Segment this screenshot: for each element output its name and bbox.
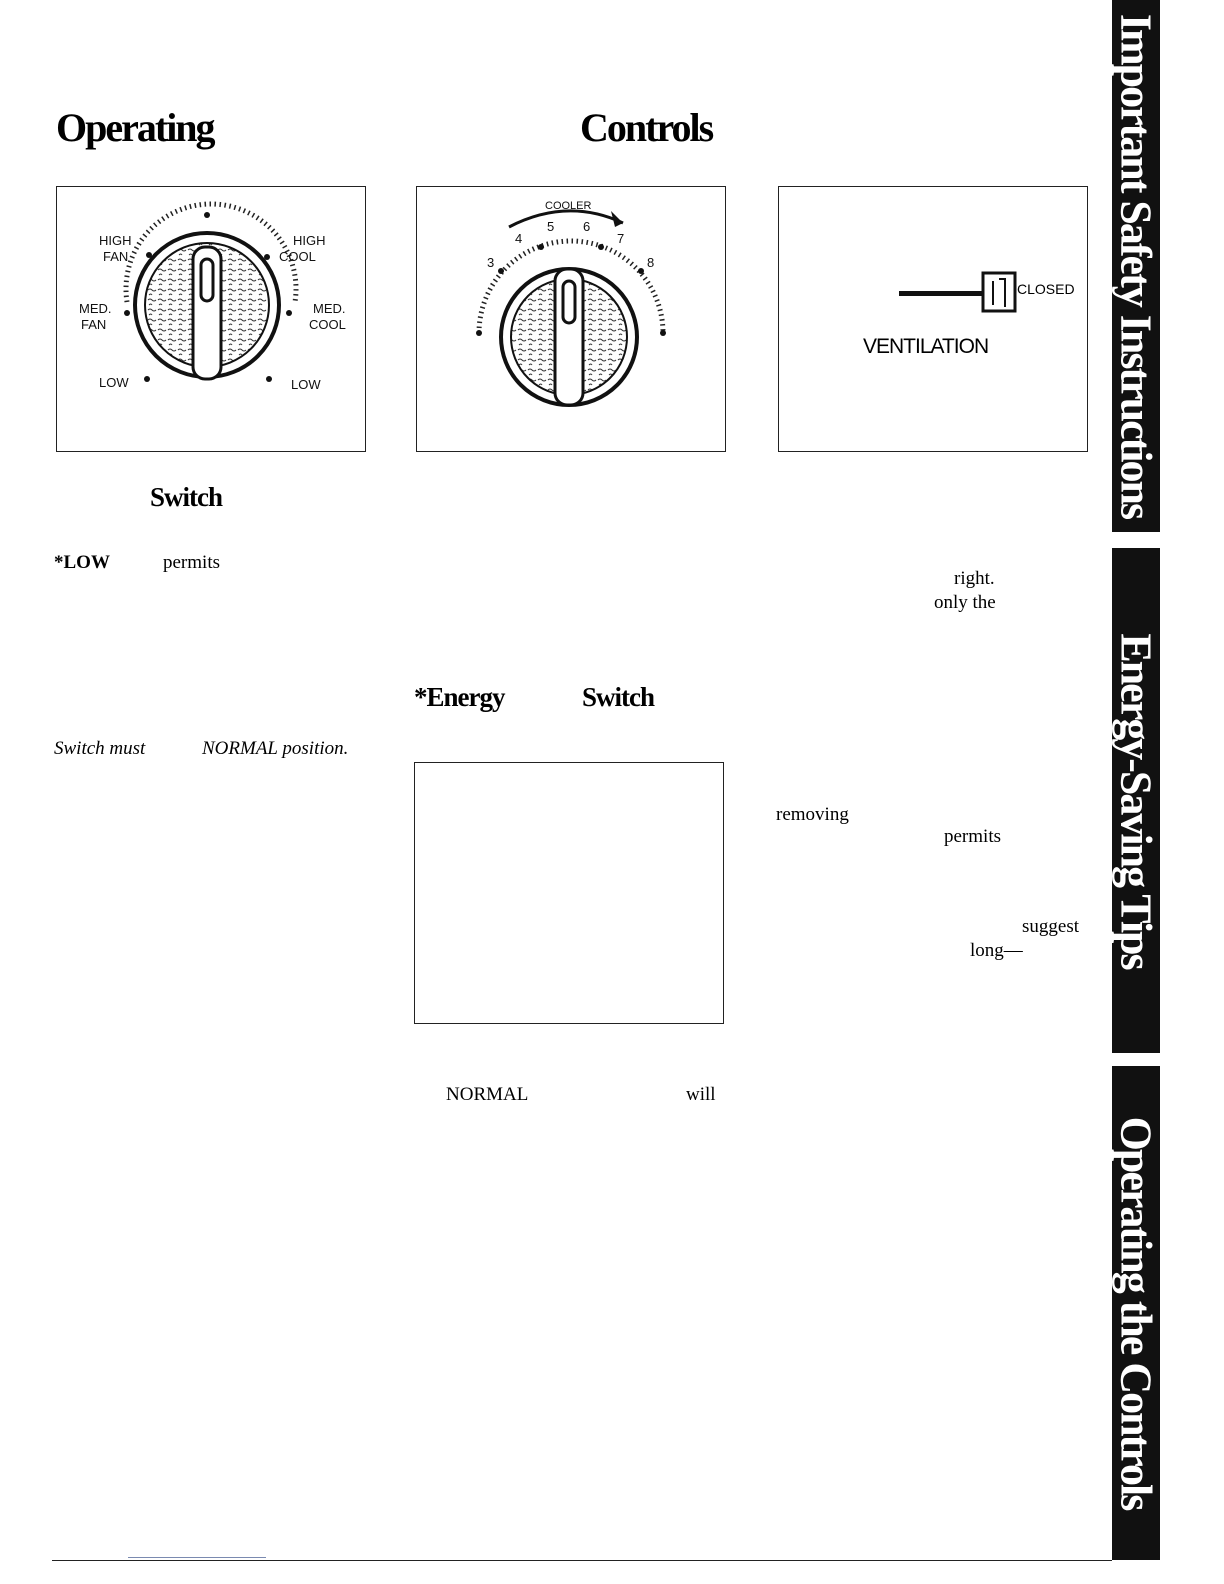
- low-label: *LOW: [54, 552, 110, 573]
- vent-ventilation-label: VENTILATION: [863, 335, 989, 358]
- tab-label: Operating the Controls: [1112, 1116, 1160, 1510]
- tab-energy-saving-tips[interactable]: [1112, 548, 1160, 1053]
- thermostat-number: 7: [617, 231, 625, 246]
- fan-label-high-cool-1: HIGH: [293, 233, 326, 248]
- only-the-words: only the: [934, 592, 996, 613]
- footer-rule: [52, 1560, 1112, 1561]
- fan-label-high-fan-1: HIGH: [99, 233, 132, 248]
- ventilation-slider-illustration: [779, 187, 1087, 451]
- thermostat-number: 5: [547, 219, 555, 234]
- page-title-left: Operating: [56, 105, 214, 150]
- right-word: right.: [954, 568, 995, 589]
- energy-heading-a: *Energy: [414, 682, 505, 712]
- energy-switch-panel: [414, 762, 724, 1024]
- fan-label-med-cool-1: MED.: [313, 301, 346, 316]
- fan-label-med-fan-1: MED.: [79, 301, 112, 316]
- thermostat-dial-panel: [416, 186, 726, 452]
- vent-closed-label: CLOSED: [1017, 281, 1075, 297]
- fan-label-med-fan-2: FAN: [81, 317, 107, 332]
- note-normal-position: NORMAL position.: [202, 738, 349, 759]
- tab-operating-the-controls[interactable]: [1112, 1066, 1160, 1560]
- thermostat-number: 4: [515, 231, 523, 246]
- ventilation-track: [899, 291, 983, 296]
- tab-important-safety-instructions[interactable]: [1112, 0, 1160, 532]
- fan-dial-illustration: [57, 187, 365, 451]
- long-word: long—: [970, 940, 1023, 961]
- footer-accent-rule: [128, 1557, 266, 1558]
- middle-will-word: will: [686, 1084, 716, 1105]
- suggest-word: suggest: [1022, 916, 1079, 937]
- cooler-arrow: [509, 211, 623, 227]
- right-permits-word: permits: [944, 826, 1001, 847]
- fan-label-high-fan-2: FAN: [103, 249, 129, 264]
- middle-normal-word: NORMAL: [446, 1084, 529, 1105]
- note-switch-must: Switch must: [54, 738, 146, 759]
- fan-label-low-left: LOW: [99, 375, 129, 390]
- tab-label: Important Safety Instructions: [1112, 13, 1160, 519]
- thermostat-number: 6: [583, 219, 591, 234]
- left-permits-word: permits: [163, 552, 220, 573]
- page-title-right: Controls: [580, 105, 713, 150]
- tab-label: Energy-Saving Tips: [1112, 632, 1160, 969]
- switch-heading: Switch: [150, 482, 223, 512]
- thermostat-number: 8: [647, 255, 655, 270]
- fan-label-low-right: LOW: [291, 377, 321, 392]
- removing-word: removing: [776, 804, 849, 825]
- ventilation-panel: [778, 186, 1088, 452]
- energy-heading-b: Switch: [582, 682, 655, 712]
- fan-dial-panel: [56, 186, 366, 452]
- fan-label-med-cool-2: COOL: [309, 317, 346, 332]
- fan-label-high-cool-2: COOL: [279, 249, 316, 264]
- thermostat-dial-illustration: [417, 187, 725, 451]
- cooler-label: COOLER: [545, 200, 592, 212]
- thermostat-number: 3: [487, 255, 495, 270]
